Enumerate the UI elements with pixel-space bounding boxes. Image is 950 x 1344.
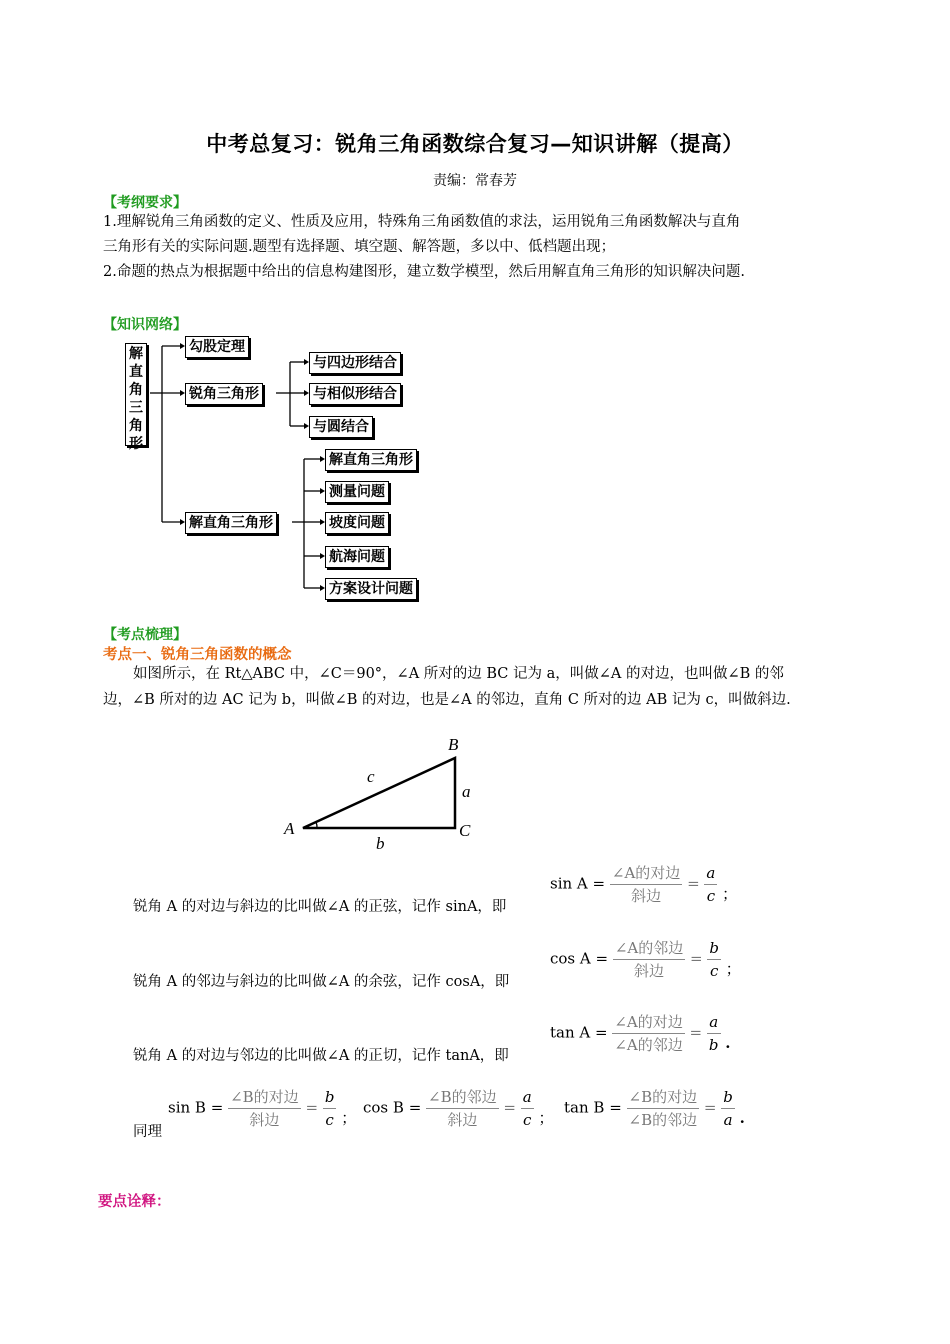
syllabus-p1-line1: 1.理解锐角三角函数的定义、性质及应用，特殊角三角函数值的求法，运用锐角三角函数解决与直角	[103, 214, 741, 230]
sin-a-end: ；	[722, 884, 738, 903]
node-quadrilateral: 与四边形结合	[309, 352, 401, 374]
node-solve-triangle: 解直角三角形	[185, 512, 277, 534]
network-root	[125, 343, 147, 452]
sin-a-num2: a	[704, 862, 717, 885]
network-root-char: 解	[129, 346, 143, 362]
node-design: 方案设计问题	[325, 578, 417, 600]
point1-heading: 考点一、锐角三角函数的概念	[103, 647, 292, 663]
cos-b-formula: cos B = $\frac{\text{∠B的邻边}}{\text{斜边}}$ = $\frac{a}{c}$ ；	[363, 1088, 554, 1129]
editor-line: 责编：常春芳	[433, 173, 517, 189]
sin-b-formula: sin B = $\frac{\text{∠B的对边}}{\text{斜边}}$ = $\frac{b}{c}$ ；	[168, 1088, 357, 1129]
cos-a-den: 斜边	[634, 962, 665, 980]
cos-a-lhs: cos A =	[550, 949, 609, 968]
page-title: 中考总复习：锐角三角函数综合复习—知识讲解（提高）	[206, 132, 744, 156]
cos-b-end: ；	[538, 1108, 554, 1127]
node-solve-right: 解直角三角形	[325, 449, 417, 471]
cos-b-num2: a	[521, 1086, 534, 1109]
cos-b-den2: c	[523, 1111, 532, 1129]
sin-a-den: 斜边	[631, 887, 662, 905]
side-a-label: a	[462, 782, 471, 801]
sin-b-den: 斜边	[249, 1111, 280, 1129]
cos-a-num2: b	[707, 937, 721, 960]
sin-b-end: ；	[341, 1108, 357, 1127]
cos-b-den: 斜边	[447, 1111, 478, 1129]
sin-definition-text: 锐角 A 的对边与斜边的比叫做∠A 的正弦，记作 sinA，即	[133, 899, 507, 915]
network-root-char: 直	[129, 364, 143, 380]
sin-a-num: ∠A的对边	[610, 862, 682, 885]
tan-b-num2: b	[721, 1086, 735, 1109]
similarly-text: 同理	[133, 1124, 162, 1140]
points-heading: 【考点梳理】	[103, 627, 187, 643]
cos-a-den2: c	[710, 962, 719, 980]
network-heading: 【知识网络】	[103, 317, 187, 333]
tan-b-formula: tan B = $\frac{\text{∠B的对边}}{\text{∠B的邻边}}$ = $\frac{b}{a}$ .	[564, 1088, 745, 1129]
node-acute-triangle: 锐角三角形	[185, 383, 263, 405]
cos-definition-text: 锐角 A 的邻边与斜边的比叫做∠A 的余弦，记作 cosA，即	[133, 974, 510, 990]
node-similar: 与相似形结合	[309, 383, 401, 405]
node-slope: 坡度问题	[325, 512, 389, 534]
tan-a-end: .	[725, 1033, 731, 1052]
vertex-b-label: B	[448, 735, 459, 754]
sin-b-den2: c	[325, 1111, 334, 1129]
triangle-figure	[270, 730, 490, 860]
syllabus-p1-line2: 三角形有关的实际问题.题型有选择题、填空题、解答题，多以中、低档题出现；	[103, 239, 616, 255]
node-pythagorean: 勾股定理	[185, 336, 249, 358]
network-connectors	[0, 0, 950, 620]
node-measure: 测量问题	[325, 481, 389, 503]
sin-a-den2: c	[706, 887, 716, 905]
node-navigation: 航海问题	[325, 546, 389, 568]
tan-definition-text: 锐角 A 的对边与邻边的比叫做∠A 的正切，记作 tanA，即	[133, 1048, 509, 1064]
network-root-char: 形	[129, 436, 143, 452]
tan-b-den2: a	[723, 1111, 733, 1129]
key-notes-heading: 要点诠释：	[98, 1194, 171, 1210]
cos-b-lhs: cos B =	[363, 1098, 422, 1117]
node-circle: 与圆结合	[309, 416, 373, 438]
side-b-label: b	[376, 834, 385, 853]
tan-b-end: .	[739, 1108, 745, 1127]
syllabus-heading: 【考纲要求】	[103, 195, 187, 211]
cos-b-num: ∠B的邻边	[426, 1086, 499, 1109]
cos-a-num: ∠A的邻边	[613, 937, 685, 960]
tan-a-formula: tan A = $\frac{\text{∠A的对边}}{\text{∠A的邻边}}$ = $\frac{a}{b}$ .	[550, 1013, 731, 1054]
tan-a-num: ∠A的对边	[612, 1011, 684, 1034]
tan-a-num2: a	[707, 1011, 721, 1034]
point1-line1: 如图所示，在 Rt△ABC 中，∠C＝90°，∠A 所对的边 BC 记为 a，叫做∠A 的对边，也叫做∠B 的邻	[133, 666, 784, 682]
tan-b-num: ∠B的对边	[627, 1086, 700, 1109]
sin-a-formula: sin A = $\frac{\text{∠A的对边}}{\text{斜边}}$ = $\frac{a}{c}$ ；	[550, 864, 738, 905]
sin-b-lhs: sin B =	[168, 1098, 224, 1117]
tan-a-den2: b	[708, 1036, 719, 1054]
network-root-char: 角	[129, 382, 143, 398]
network-root-char: 角	[129, 418, 143, 434]
cos-a-formula: cos A = $\frac{\text{∠A的邻边}}{\text{斜边}}$ = $\frac{b}{c}$ ；	[550, 939, 741, 980]
point1-line2: 边，∠B 所对的边 AC 记为 b，叫做∠B 的对边，也是∠A 的邻边，直角 C 所对的边 AB 记为 c，叫做斜边.	[103, 692, 791, 708]
tan-b-lhs: tan B =	[564, 1098, 622, 1117]
network-root-char: 三	[129, 400, 143, 416]
sin-b-num: ∠B的对边	[228, 1086, 301, 1109]
vertex-c-label: C	[459, 821, 471, 840]
tan-a-den: ∠A的邻边	[614, 1036, 683, 1054]
cos-a-end: ；	[725, 959, 741, 978]
tan-a-lhs: tan A =	[550, 1023, 608, 1042]
sin-a-lhs: sin A =	[550, 874, 606, 893]
side-c-label: c	[367, 767, 375, 786]
tan-b-den: ∠B的邻边	[628, 1111, 698, 1129]
vertex-a-label: A	[284, 819, 295, 838]
syllabus-p2: 2.命题的热点为根据题中给出的信息构建图形，建立数学模型，然后用解直角三角形的知识解决问题.	[103, 264, 745, 280]
sin-b-num2: b	[323, 1086, 337, 1109]
triangle-shape	[303, 758, 455, 828]
